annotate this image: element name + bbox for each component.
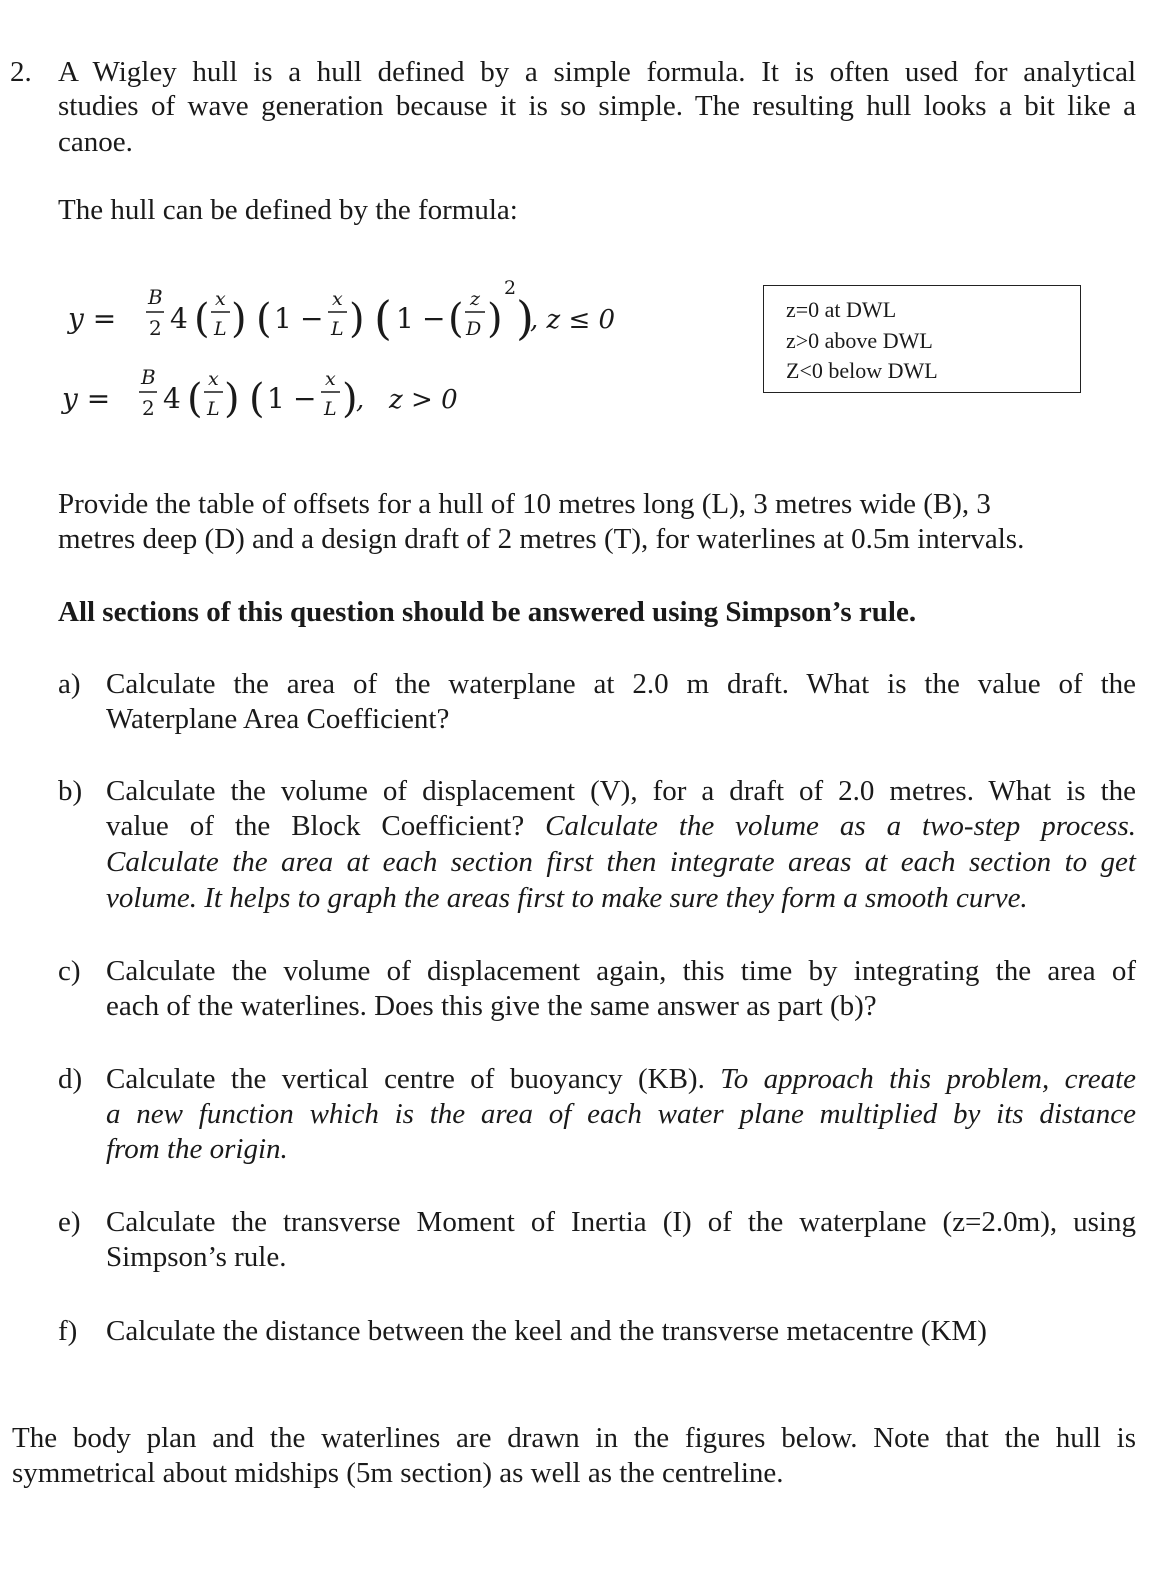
f1-minus2: − (422, 302, 446, 335)
part-d-normal: Calculate the vertical centre of buoyancy (KB). (106, 1063, 721, 1095)
f1-z: z (470, 288, 481, 310)
svg-text:(: ( (256, 296, 272, 342)
svg-text:(: ( (448, 296, 464, 342)
part-f-label: f) (58, 1315, 78, 1347)
part-b-line-2 (106, 808, 1136, 844)
formula-2 (60, 352, 560, 436)
part-d-line-1 (106, 1061, 1136, 1097)
f2-one: 1 (267, 382, 285, 415)
f2-four: 4 (163, 382, 181, 415)
part-a-line-1: Calculate the area of the waterplane at 2.0 m draft. What is the value of the (106, 668, 1136, 700)
f2-minus: − (293, 382, 317, 415)
formula-1 (60, 262, 700, 352)
part-d-italic: To approach this problem, create (720, 1063, 1137, 1095)
f1-two: 2 (149, 316, 162, 340)
part-d-line-2: a new function which is the area of each water plane multiplied by its distance (106, 1098, 1136, 1130)
dwl-note-box (763, 285, 1081, 393)
f2-y: y = (62, 382, 111, 415)
simpson-note: All sections of this question should be answered using Simpson’s rule. (58, 596, 917, 628)
f2-two: 2 (142, 396, 155, 420)
f2-cond: , z > 0 (356, 385, 458, 415)
svg-text:): ) (516, 291, 534, 345)
svg-text:): ) (349, 296, 365, 342)
f2-x2: x (325, 368, 336, 390)
f1-cond: , z ≤ 0 (530, 305, 616, 335)
question-number: 2. (10, 56, 32, 88)
part-b-label: b) (58, 775, 83, 807)
offsets-line-2: metres deep (D) and a design draft of 2 metres (T), for waterlines at 0.5m intervals. (58, 523, 1025, 555)
f1-b: B (148, 285, 163, 309)
f2-L2: L (324, 398, 337, 420)
part-c-line-1: Calculate the volume of displacement again, this time by integrating the area of (106, 955, 1136, 987)
part-b-normal: value of the Block Coefficient? (106, 810, 546, 842)
f1-x2: x (332, 288, 343, 310)
part-a-line-2: Waterplane Area Coefficient? (106, 703, 450, 735)
svg-text:(: ( (249, 376, 265, 422)
f1-L2: L (331, 318, 344, 340)
f1-y: y = (68, 302, 117, 335)
svg-text:): ) (342, 376, 358, 422)
f1-D: D (466, 318, 482, 340)
f1-minus1: − (300, 302, 324, 335)
part-e-line-2: Simpson’s rule. (106, 1241, 287, 1273)
part-b-italic: Calculate the volume as a two-step process. (545, 810, 1136, 842)
part-b-line-1: Calculate the volume of displacement (V), for a draft of 2.0 metres. What is the (106, 775, 1136, 807)
svg-text:(: ( (187, 376, 203, 422)
note-line-3: Z<0 below DWL (786, 358, 938, 383)
part-e-line-1: Calculate the transverse Moment of Inertia (I) of the waterplane (z=2.0m), using (106, 1206, 1136, 1238)
f1-exp: 2 (504, 277, 517, 299)
intro-line-2: studies of wave generation because it is so simple. The resulting hull looks a bit like a (58, 90, 1136, 122)
f1-one1: 1 (274, 302, 292, 335)
part-d-line-3: from the origin. (106, 1133, 288, 1165)
svg-text:): ) (487, 296, 503, 342)
closing-line-1: The body plan and the waterlines are drawn in the figures below. Note that the hull is (12, 1422, 1136, 1454)
f1-x1: x (215, 288, 226, 310)
f2-x1: x (208, 368, 219, 390)
svg-text:): ) (224, 376, 240, 422)
f2-L1: L (207, 398, 220, 420)
part-c-line-2: each of the waterlines. Does this give the same answer as part (b)? (106, 990, 877, 1022)
f1-one2: 1 (396, 302, 414, 335)
part-f-line-1: Calculate the distance between the keel and the transverse metacentre (KM) (106, 1315, 987, 1347)
svg-text:): ) (231, 296, 247, 342)
closing-line-2: symmetrical about midships (5m section) as well as the centreline. (12, 1457, 784, 1489)
intro-line-3: canoe. (58, 126, 133, 158)
note-line-2: z>0 above DWL (786, 328, 933, 353)
offsets-line-1: Provide the table of offsets for a hull of 10 metres long (L), 3 metres wide (B), 3 (58, 488, 991, 520)
part-a-label: a) (58, 668, 81, 700)
part-b-line-4: volume. It helps to graph the areas first to make sure they form a smooth curve. (106, 882, 1028, 914)
formula-intro: The hull can be defined by the formula: (58, 194, 518, 226)
f2-b: B (141, 365, 156, 389)
svg-text:(: ( (194, 296, 210, 342)
f1-four: 4 (170, 302, 188, 335)
part-d-label: d) (58, 1063, 83, 1095)
part-c-label: c) (58, 955, 81, 987)
intro-line-1: A Wigley hull is a hull defined by a simple formula. It is often used for analytical (58, 56, 1136, 88)
part-b-line-3: Calculate the area at each section first then integrate areas at each section to get (106, 846, 1136, 878)
f1-L1: L (214, 318, 227, 340)
part-e-label: e) (58, 1206, 81, 1238)
svg-text:(: ( (374, 291, 392, 345)
note-line-1: z=0 at DWL (786, 297, 897, 322)
